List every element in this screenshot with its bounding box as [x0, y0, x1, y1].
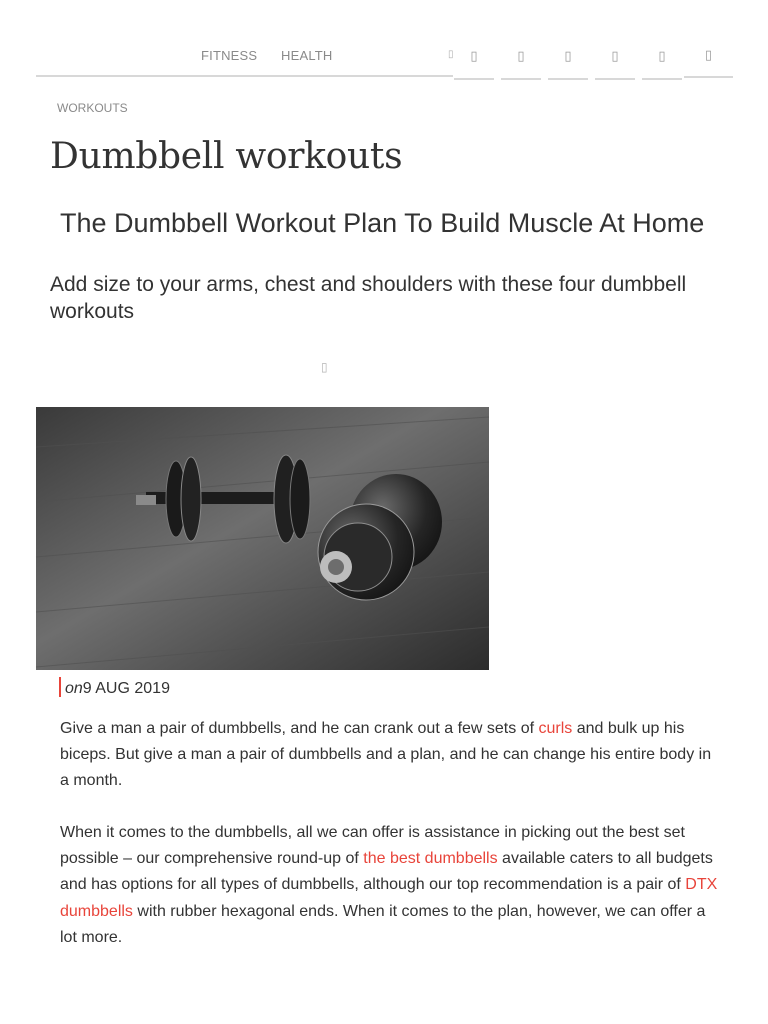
share-icon: ▯ — [658, 49, 666, 64]
menu-button[interactable] — [684, 44, 733, 78]
nav-divider — [36, 75, 453, 77]
share-button[interactable] — [642, 44, 682, 80]
nav-item-health[interactable]: HEALTH — [281, 48, 333, 63]
byline-prefix: on — [65, 680, 83, 697]
nav-item-fitness[interactable]: FITNESS — [201, 48, 258, 63]
share-button[interactable] — [548, 44, 588, 80]
share-button[interactable] — [454, 44, 494, 80]
byline-accent — [59, 677, 61, 697]
paragraph-text: When it comes to the dumbbells, all we can offer is assistance in picking out the best set possible – our comprehensive round-up of — [60, 824, 685, 868]
article-standfirst: Add size to your arms, chest and shoulders with these four dumbbell workouts — [50, 273, 687, 323]
dtx-dumbbells-link[interactable]: DTX dumbbells — [60, 876, 718, 920]
menu-icon: ▯ — [704, 48, 713, 63]
category-title: Dumbbell workouts — [50, 136, 403, 177]
paragraph-text: available caters to all budgets and has options for all types of dumbbells, although our top recommendation is a pair of — [60, 850, 713, 894]
share-icon: ▯ — [517, 49, 525, 64]
share-icon: ▯ — [611, 49, 619, 64]
breadcrumb[interactable]: WORKOUTS — [57, 101, 128, 115]
best-dumbbells-link[interactable]: the best dumbbells — [363, 850, 498, 868]
nav-scroll-icon[interactable]: ▯ — [448, 49, 454, 60]
hero-image — [36, 407, 489, 670]
paragraph-text: Give a man a pair of dumbbells, and he can crank out a few sets of — [60, 720, 539, 737]
article-paragraph — [60, 716, 720, 795]
share-icon: ▯ — [470, 49, 478, 64]
paragraph-text: with rubber hexagonal ends. When it comes to the plan, however, we can offer a lot more. — [60, 902, 706, 946]
paragraph-text: and bulk up his biceps. But give a man a pair of dumbbells and a plan, and he can change his entire body in a month. — [60, 720, 712, 790]
share-button[interactable] — [595, 44, 635, 80]
article-byline — [59, 677, 170, 698]
publish-date: 9 AUG 2019 — [82, 680, 170, 697]
curls-link[interactable]: curls — [538, 720, 573, 737]
share-icon: ▯ — [564, 49, 572, 64]
article-headline: The Dumbbell Workout Plan To Build Muscle At Home — [60, 208, 705, 238]
dumbbells-photo — [36, 407, 489, 670]
article-paragraph — [60, 820, 720, 951]
loading-icon: ▯ — [321, 360, 328, 374]
share-button[interactable] — [501, 44, 541, 80]
